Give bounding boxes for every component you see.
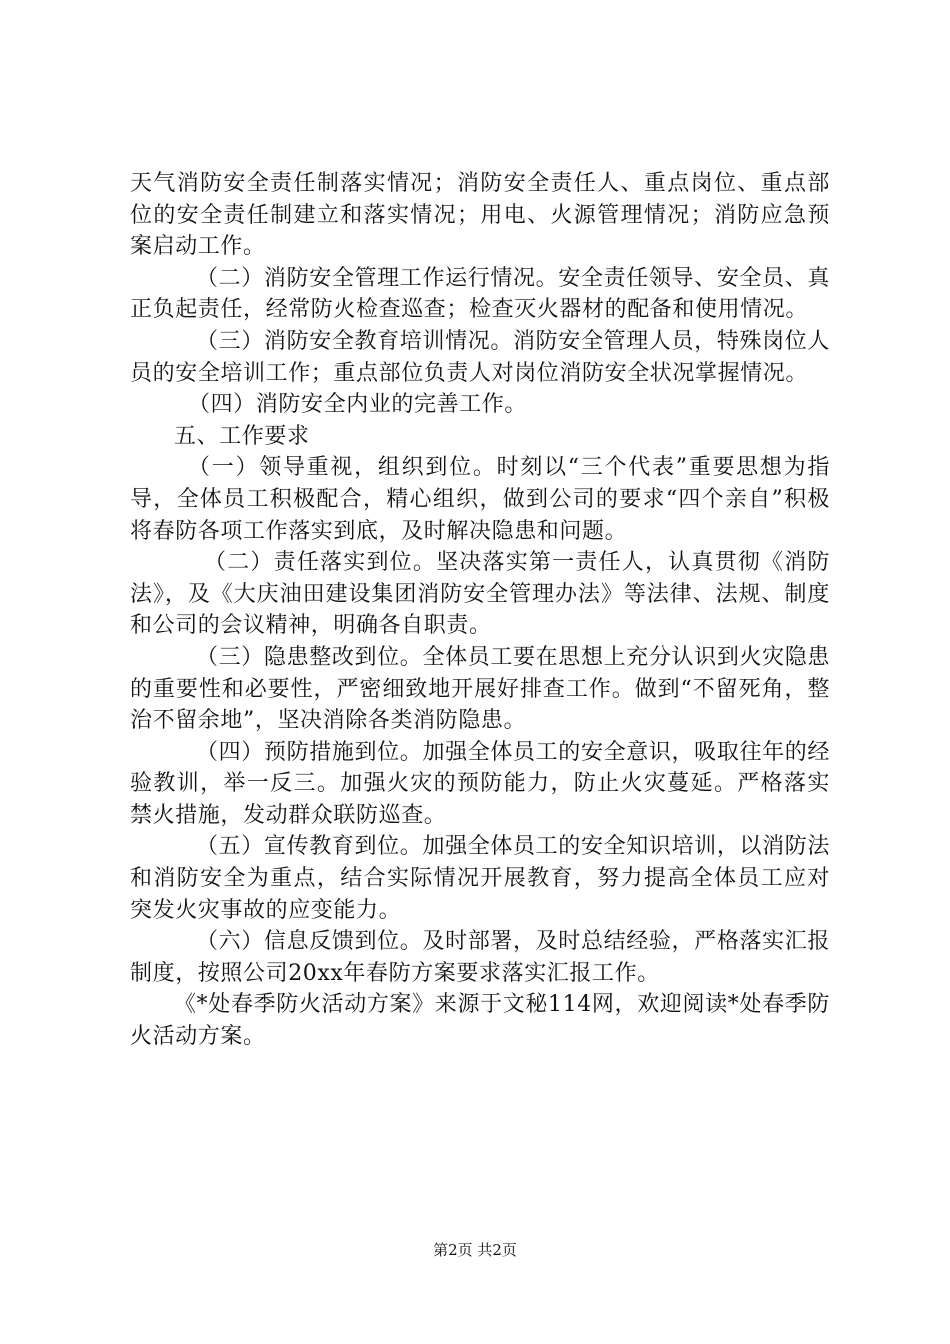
requirement-5: （五）宣传教育到位。加强全体员工的安全知识培训，以消防法和消防安全为重点，结合实际情况开展教育，努力提高全体员工应对突发火灾事故的应变能力。 <box>130 834 830 923</box>
requirement-2: （二）责任落实到位。坚决落实第一责任人，认真贯彻《消防法》，及《大庆油田建设集团消防安全管理办法》等法律、法规、制度和公司的会议精神，明确各自职责。 <box>130 550 830 639</box>
source-note: 《*处春季防火活动方案》来源于文秘114网，欢迎阅读*处春季防火活动方案。 <box>130 992 830 1050</box>
requirement-6: （六）信息反馈到位。及时部署，及时总结经验，严格落实汇报制度，按照公司20xx年春防方案要求落实汇报工作。 <box>130 929 830 986</box>
paragraph-item-4: （四）消防安全内业的完善工作。 <box>188 392 528 418</box>
requirement-3: （三）隐患整改到位。全体员工要在思想上充分认识到火灾隐患的重要性和必要性，严密细致地开展好排查工作。做到“不留死角，整治不留余地”，坚决消除各类消防隐患。 <box>130 644 830 734</box>
paragraph-item-3: （三）消防安全教育培训情况。消防安全管理人员，特殊岗位人员的安全培训工作；重点部位负责人对岗位消防安全状况掌握情况。 <box>130 328 830 386</box>
document-body <box>130 168 830 1053</box>
requirement-4: （四）预防措施到位。加强全体员工的安全意识，吸取往年的经验教训，举一反三。加强火灾的预防能力，防止火灾蔓延。严格落实禁火措施，发动群众联防巡查。 <box>130 739 830 828</box>
requirement-1: （一）领导重视，组织到位。时刻以“三个代表”重要思想为指导，全体员工积极配合，精心组织，做到公司的要求“四个亲自”积极将春防各项工作落实到底，及时解决隐患和问题。 <box>130 455 830 544</box>
page-footer: 第2页 共2页 <box>433 1241 517 1259</box>
section-heading: 五、工作要求 <box>174 423 310 449</box>
paragraph-item-2: （二）消防安全管理工作运行情况。安全责任领导、安全员、真正负起责任，经常防火检查巡查；检查灭火器材的配备和使用情况。 <box>130 265 830 323</box>
paragraph-continuation: 天气消防安全责任制落实情况；消防安全责任人、重点岗位、重点部位的安全责任制建立和落实情况；用电、火源管理情况；消防应急预案启动工作。 <box>130 171 830 260</box>
